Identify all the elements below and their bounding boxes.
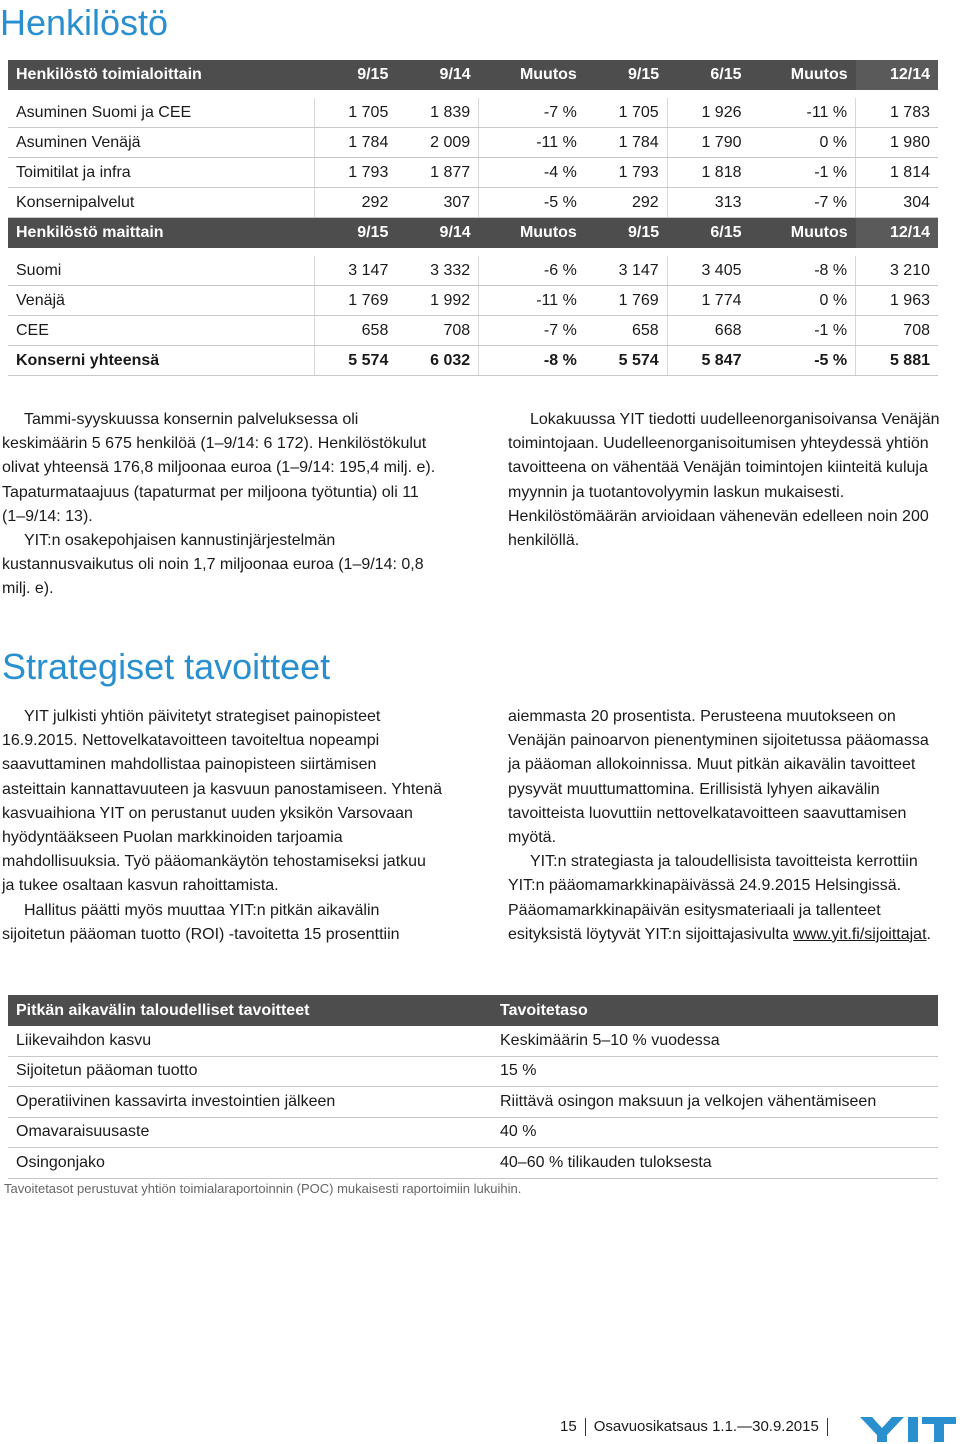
cell: 2 009 <box>396 128 478 158</box>
paragraph: Tammi-syyskuussa konsernin palveluksessa oli keskimäärin 5 675 henkilöä (1–9/14: 6 172). Henkilöstökulut olivat yhteensä 176,8 miljoonaa euroa (1–9/14: 195,4 milj. e). Tapaturmataajuus (tapaturmat per miljoona työtuntia) oli 11 (1–9/14: 13). <box>2 411 436 525</box>
divider <box>827 1418 828 1436</box>
table-row <box>8 1148 938 1179</box>
page-title: Henkilöstö <box>0 2 169 43</box>
cell: 1 769 <box>585 286 667 316</box>
paragraph: Lokakuussa YIT tiedotti uudelleenorganisoivansa Venäjän toimintojaan. Uudelleenorganisoitumisen yhteydessä yhtiön tavoitteena on vähentää Venäjän toimintojen kiinteitä kuluja myynnin ja tuotantovolyymin laskun mukaisesti. Henkilöstömäärän arvioidaan vähenevän edelleen noin 200 henkilöllä. <box>508 411 940 550</box>
document-name: Osavuosikatsaus 1.1.—30.9.2015 <box>593 1418 819 1435</box>
paragraph-text: YIT:n strategiasta ja taloudellisista tavoitteista kerrottiin YIT:n pääomamarkkinapäivässä 24.9.2015 Helsingissä. Pääomamarkkinapäivän esitysmateriaali ja tallenteet esityksistä löytyvät YIT:n sijoittajasivulta <box>508 853 918 943</box>
header-cell: Muutos <box>479 218 585 249</box>
header-cell: Pitkän aikavälin taloudelliset tavoitteet <box>8 995 492 1026</box>
cell: -11 % <box>479 286 585 316</box>
cell: 307 <box>396 188 478 218</box>
cell: 5 847 <box>667 346 749 376</box>
cell: 1 705 <box>314 98 396 128</box>
strategy-text-right <box>508 705 943 947</box>
cell: 40 % <box>492 1117 938 1148</box>
header-cell: 9/14 <box>396 60 478 90</box>
cell: 313 <box>667 188 749 218</box>
row-label: Konsernipalvelut <box>8 188 314 218</box>
cell: 1 992 <box>396 286 478 316</box>
cell: -4 % <box>479 158 585 188</box>
cell: -8 % <box>750 256 856 286</box>
cell: 1 793 <box>585 158 667 188</box>
row-label: CEE <box>8 316 314 346</box>
table-row <box>8 256 938 286</box>
cell: 1 793 <box>314 158 396 188</box>
section-title: Strategiset tavoitteet <box>2 646 331 687</box>
header-cell: 12/14 <box>856 218 938 249</box>
investor-page-link[interactable]: www.yit.fi/sijoittajat <box>793 925 927 943</box>
row-label: Toimitilat ja infra <box>8 158 314 188</box>
paragraph <box>508 850 943 947</box>
cell: 1 774 <box>667 286 749 316</box>
cell: Keskimäärin 5–10 % vuodessa <box>492 1026 938 1056</box>
table-row <box>8 188 938 218</box>
cell: 1 784 <box>585 128 667 158</box>
header-cell: Henkilöstö maittain <box>8 218 314 249</box>
cell: 708 <box>856 316 938 346</box>
strategy-text-left <box>2 705 442 947</box>
cell: 0 % <box>750 128 856 158</box>
cell: -11 % <box>750 98 856 128</box>
header-cell: 9/15 <box>585 60 667 90</box>
header-cell: 6/15 <box>667 60 749 90</box>
cell: 1 784 <box>314 128 396 158</box>
cell: 1 783 <box>856 98 938 128</box>
cell: 1 926 <box>667 98 749 128</box>
paragraph: Hallitus päätti myös muuttaa YIT:n pitkän aikavälin sijoitetun pääoman tuotto (ROI) -tavoitetta 15 prosenttiin <box>2 901 400 943</box>
cell: 292 <box>585 188 667 218</box>
cell: 658 <box>314 316 396 346</box>
cell: 1 814 <box>856 158 938 188</box>
table-header-by-country <box>8 218 938 249</box>
cell: 40–60 % tilikauden tuloksesta <box>492 1148 938 1179</box>
table-row <box>8 158 938 188</box>
cell: -1 % <box>750 316 856 346</box>
header-cell: 9/15 <box>314 218 396 249</box>
table-row <box>8 316 938 346</box>
table-row <box>8 98 938 128</box>
cell: 1 818 <box>667 158 749 188</box>
cell: 3 332 <box>396 256 478 286</box>
header-cell: 6/15 <box>667 218 749 249</box>
cell: -11 % <box>479 128 585 158</box>
cell: 5 574 <box>585 346 667 376</box>
cell: -7 % <box>750 188 856 218</box>
table-row <box>8 1117 938 1148</box>
header-cell: Muutos <box>479 60 585 90</box>
row-label: Konserni yhteensä <box>8 346 314 376</box>
cell: -7 % <box>479 316 585 346</box>
cell: 5 574 <box>314 346 396 376</box>
cell: Osingonjako <box>8 1148 492 1179</box>
personnel-table <box>8 60 938 376</box>
table-row <box>8 128 938 158</box>
cell: 1 839 <box>396 98 478 128</box>
header-cell: 9/15 <box>314 60 396 90</box>
cell: 3 147 <box>585 256 667 286</box>
cell: 3 210 <box>856 256 938 286</box>
row-label: Suomi <box>8 256 314 286</box>
cell: -1 % <box>750 158 856 188</box>
cell: 668 <box>667 316 749 346</box>
hr-text-right <box>508 408 943 553</box>
page-footer <box>560 1418 836 1436</box>
table-footnote: Tavoitetasot perustuvat yhtiön toimialaraportoinnin (POC) mukaisesti raportoimiin lukuihin. <box>4 1181 522 1196</box>
hr-text-left <box>2 408 442 602</box>
cell: 708 <box>396 316 478 346</box>
header-cell: Henkilöstö toimialoittain <box>8 60 314 90</box>
table-row <box>8 1087 938 1118</box>
cell: 1 790 <box>667 128 749 158</box>
cell: 292 <box>314 188 396 218</box>
cell: -5 % <box>750 346 856 376</box>
cell: 5 881 <box>856 346 938 376</box>
cell: 6 032 <box>396 346 478 376</box>
cell: 1 877 <box>396 158 478 188</box>
yit-logo-icon <box>858 1414 958 1444</box>
cell: 0 % <box>750 286 856 316</box>
cell: 304 <box>856 188 938 218</box>
table-header <box>8 995 938 1026</box>
header-cell: Muutos <box>750 218 856 249</box>
cell: Sijoitetun pääoman tuotto <box>8 1056 492 1087</box>
cell: 3 405 <box>667 256 749 286</box>
table-header-by-division <box>8 60 938 90</box>
header-cell: Muutos <box>750 60 856 90</box>
cell: Riittävä osingon maksuun ja velkojen vähentämiseen <box>492 1087 938 1118</box>
cell: Operatiivinen kassavirta investointien jälkeen <box>8 1087 492 1118</box>
header-cell: 9/15 <box>585 218 667 249</box>
row-label: Venäjä <box>8 286 314 316</box>
row-label: Asuminen Venäjä <box>8 128 314 158</box>
cell: -6 % <box>479 256 585 286</box>
table-row-total <box>8 346 938 376</box>
paragraph: YIT julkisti yhtiön päivitetyt strategiset painopisteet 16.9.2015. Nettovelkatavoitteen tavoiteltua nopeampi saavuttaminen mahdollistaa painopisteen siirtämisen asteittain kannattavuuteen ja kasvuun panostamiseen. Yhtenä kasvuaihiona YIT on perustanut uuden yksikön Varsovaan hyödyntääkseen Puolan markkinoiden tarjoamia mahdollisuuksia. Työ pääomankäytön tehostamiseksi jatkuu ja tukee osaltaan kasvun rahoittamista. <box>2 708 443 895</box>
financial-targets-table <box>8 995 938 1179</box>
header-cell: 12/14 <box>856 60 938 90</box>
cell: 1 980 <box>856 128 938 158</box>
paragraph-end: . <box>926 925 931 943</box>
cell: -7 % <box>479 98 585 128</box>
cell: 15 % <box>492 1056 938 1087</box>
header-cell: 9/14 <box>396 218 478 249</box>
cell: -8 % <box>479 346 585 376</box>
cell: Omavaraisuusaste <box>8 1117 492 1148</box>
paragraph: YIT:n osakepohjaisen kannustinjärjestelmän kustannusvaikutus oli noin 1,7 miljoonaa euroa (1–9/14: 0,8 milj. e). <box>2 532 424 598</box>
cell: 658 <box>585 316 667 346</box>
header-cell: Tavoitetaso <box>492 995 938 1026</box>
cell: 1 769 <box>314 286 396 316</box>
row-label: Asuminen Suomi ja CEE <box>8 98 314 128</box>
page-number: 15 <box>560 1418 577 1435</box>
cell: 1 963 <box>856 286 938 316</box>
cell: -5 % <box>479 188 585 218</box>
divider <box>585 1418 586 1436</box>
cell: 3 147 <box>314 256 396 286</box>
cell: Liikevaihdon kasvu <box>8 1026 492 1056</box>
cell: 1 705 <box>585 98 667 128</box>
table-row <box>8 1056 938 1087</box>
table-row <box>8 286 938 316</box>
table-row <box>8 1026 938 1056</box>
paragraph: aiemmasta 20 prosentista. Perusteena muutokseen on Venäjän painoarvon pienentyminen sijoitetussa pääomassa ja pääoman allokoinnissa. Muut pitkän aikavälin tavoitteet pysyvät muuttumattomina. Erillisistä lyhyen aikavälin tavoitteista luovuttiin nettovelkatavoitteen saavuttamisen myötä. <box>508 708 929 847</box>
